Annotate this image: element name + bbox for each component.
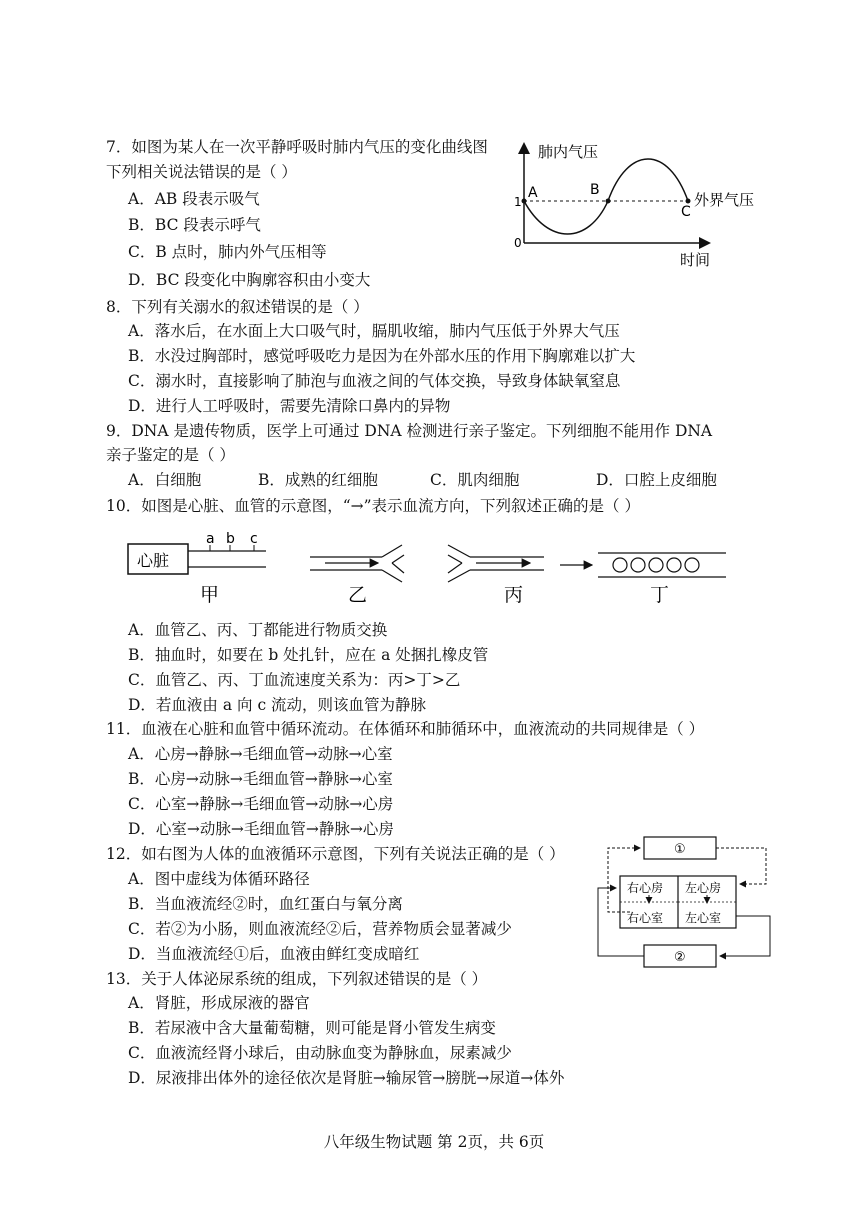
q12-circulation-figure <box>590 832 780 972</box>
q10-bing-branch-down <box>448 570 470 582</box>
q13-option-d: D．尿液排出体外的途径依次是肾脏→输尿管→膀胱→尿道→体外 <box>128 1069 565 1087</box>
q12-left-ventricle: 左心室 <box>685 911 722 925</box>
q11-option-b: B．心房→动脉→毛细血管→静脉→心室 <box>128 770 393 788</box>
q12-left-atrium: 左心房 <box>685 881 722 895</box>
q9-option-b: B．成熟的红细胞 <box>258 471 378 489</box>
q11-stem: 11．血液在心脏和血管中循环流动。在体循环和肺循环中，血液流动的共同规律是（ ） <box>106 720 705 738</box>
q10-option-d: D．若血液由 a 向 c 流动，则该血管为静脉 <box>128 696 427 714</box>
q10-bing-inner-up <box>448 555 462 563</box>
q10-yi-branch-up <box>382 545 402 557</box>
q13-option-b: B．若尿液中含大量葡萄糖，则可能是肾小管发生病变 <box>128 1019 496 1037</box>
q9-option-d: D．口腔上皮细胞 <box>596 471 717 489</box>
q7-option-d: D．BC 段变化中胸廓容积由小变大 <box>128 271 371 289</box>
q10-yi-branch-down <box>382 570 402 582</box>
q7-stem-line1: 7．如图为某人在一次平静呼吸时肺内气压的变化曲线图 <box>106 138 488 156</box>
q10-heart-label: 心脏 <box>137 551 170 570</box>
q8-option-d: D．进行人工呼吸时，需要先清除口鼻内的异物 <box>128 397 451 415</box>
q10-ding-cell-2 <box>631 558 645 572</box>
q10-option-a: A．血管乙、丙、丁都能进行物质交换 <box>128 621 388 639</box>
q10-ding-cell-3 <box>649 558 663 572</box>
q7-pressure-curve <box>524 159 688 234</box>
q10-label-b: b <box>226 531 235 547</box>
q13-option-a: A．肾脏，形成尿液的器官 <box>128 994 310 1012</box>
q10-ding-cell-5 <box>685 558 699 572</box>
q7-x-axis-label: 时间 <box>680 251 711 269</box>
q7-label-b: B <box>590 182 600 198</box>
q12-box-2-label: ② <box>674 950 686 965</box>
q7-ref-label: 外界气压 <box>694 191 755 209</box>
q12-option-b: B．当血液流经②时，血红蛋白与氧分离 <box>128 895 403 913</box>
q7-tick-1: 1 <box>514 195 522 209</box>
q7-pressure-figure <box>508 135 778 270</box>
q8-stem: 8．下列有关溺水的叙述错误的是（ ） <box>106 298 369 316</box>
q12-stem: 12．如右图为人体的血液循环示意图，下列有关说法正确的是（ ） <box>106 845 565 863</box>
q8-option-a: A．落水后，在水面上大口吸气时，膈肌收缩，肺内气压低于外界大气压 <box>128 322 620 340</box>
q10-label-a: a <box>206 531 215 547</box>
q11-option-a: A．心房→静脉→毛细血管→动脉→心室 <box>128 745 393 763</box>
q13-option-c: C．血液流经肾小球后，由动脉血变为静脉血，尿素减少 <box>128 1044 512 1062</box>
q12-right-atrium: 右心房 <box>627 881 664 895</box>
q7-label-a: A <box>528 185 538 201</box>
q10-label-yi: 乙 <box>348 584 368 606</box>
q10-label-c: c <box>250 531 258 547</box>
q7-option-a: A．AB 段表示吸气 <box>128 190 260 208</box>
q7-stem-line2: 下列相关说法错误的是（ ） <box>106 163 297 181</box>
q12-option-c: C．若②为小肠，则血液流经②后，营养物质会显著减少 <box>128 920 512 938</box>
q7-option-c: C．B 点时，肺内外气压相等 <box>128 243 327 261</box>
q9-option-a: A．白细胞 <box>128 471 202 489</box>
q7-tick-0: 0 <box>514 236 522 250</box>
q7-y-axis-label: 肺内气压 <box>538 143 599 161</box>
q10-bing-inner-down <box>448 563 462 573</box>
q7-point-c <box>686 199 691 204</box>
q10-yi-inner-up <box>392 555 404 563</box>
q10-vessel-figure <box>120 525 740 610</box>
q7-point-b <box>606 199 611 204</box>
q12-right-ventricle: 右心室 <box>627 911 664 925</box>
q10-label-jia: 甲 <box>200 584 220 606</box>
q12-box-1-label: ① <box>674 842 686 857</box>
q10-stem: 10．如图是心脏、血管的示意图，“→”表示血流方向，下列叙述正确的是（ ） <box>106 497 640 515</box>
q9-stem-line1: 9．DNA 是遗传物质，医学上可通过 DNA 检测进行亲子鉴定。下列细胞不能用作 DNA <box>106 422 713 440</box>
q10-yi-inner-down <box>392 563 404 573</box>
q10-bing-branch-up <box>448 545 470 557</box>
q9-stem-line2: 亲子鉴定的是（ ） <box>106 446 235 464</box>
q10-ding-cell-1 <box>613 558 627 572</box>
q11-option-c: C．心室→静脉→毛细血管→动脉→心房 <box>128 795 394 813</box>
q10-label-ding: 丁 <box>650 584 670 606</box>
q10-option-b: B．抽血时，如要在 b 处扎针，应在 a 处捆扎橡皮管 <box>128 646 489 664</box>
q7-point-a <box>522 199 527 204</box>
q13-stem: 13．关于人体泌尿系统的组成，下列叙述错误的是（ ） <box>106 970 488 988</box>
q11-option-d: D．心室→动脉→毛细血管→静脉→心房 <box>128 820 394 838</box>
q12-option-d: D．当血液流经①后，血液由鲜红变成暗红 <box>128 945 420 963</box>
q8-option-c: C．溺水时，直接影响了肺泡与血液之间的气体交换，导致身体缺氧窒息 <box>128 372 621 390</box>
q12-option-a: A．图中虚线为体循环路径 <box>128 870 310 888</box>
q10-label-bing: 丙 <box>504 584 524 606</box>
q7-option-b: B．BC 段表示呼气 <box>128 216 261 234</box>
q8-option-b: B．水没过胸部时，感觉呼吸吃力是因为在外部水压的作用下胸廓难以扩大 <box>128 347 636 365</box>
q7-label-c: C <box>681 204 691 220</box>
q10-option-c: C．血管乙、丙、丁血流速度关系为：丙>丁>乙 <box>128 671 461 689</box>
q9-option-c: C．肌肉细胞 <box>430 471 520 489</box>
q10-ding-cell-4 <box>667 558 681 572</box>
page-footer: 八年级生物试题 第 2页，共 6页 <box>323 1133 545 1151</box>
